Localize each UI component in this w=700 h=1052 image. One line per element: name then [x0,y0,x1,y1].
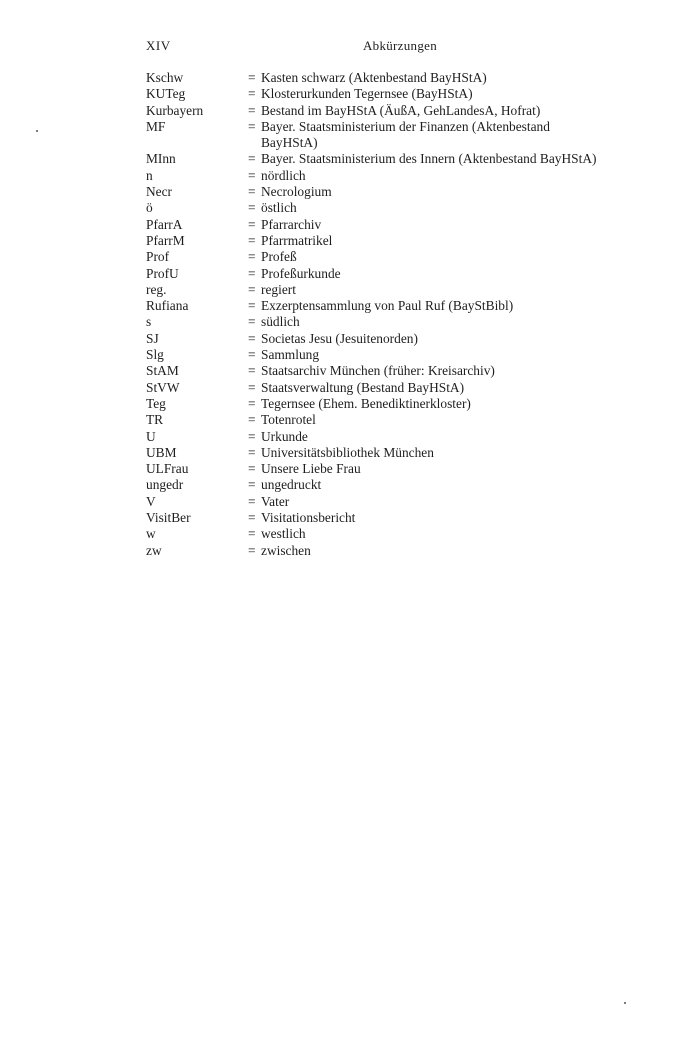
equals-sign: = [248,86,256,102]
abbreviation-term: Rufiana [146,298,189,314]
abbreviation-meaning: Vater [261,493,290,509]
equals-sign: = [248,395,256,411]
abbreviation-meaning: ungedruckt [261,477,322,493]
equals-sign: = [248,216,256,232]
equals-sign: = [248,412,256,428]
abbreviation-row [146,249,666,265]
equals-sign: = [248,477,256,493]
abbreviation-row [146,461,666,477]
abbreviation-row [146,526,666,542]
equals-sign: = [248,542,256,558]
abbreviation-term: ProfU [146,265,179,281]
abbreviation-row [146,282,666,298]
abbreviation-term: Teg [146,395,166,411]
abbreviation-term: ö [146,200,153,216]
equals-sign: = [248,151,256,167]
abbreviation-term: Kurbayern [146,102,204,118]
equals-sign: = [248,265,256,281]
abbreviation-term: Necr [146,184,173,200]
scan-speck [36,130,38,132]
abbreviation-meaning: Sammlung [261,347,320,363]
abbreviation-row [146,363,666,379]
abbreviation-meaning: Necrologium [261,184,332,200]
abbreviation-row [146,86,666,102]
abbreviation-row [146,477,666,493]
abbreviation-row [146,184,666,200]
abbreviation-row [146,445,666,461]
abbreviation-meaning: Pfarrarchiv [261,216,322,232]
equals-sign: = [248,281,256,297]
abbreviation-meaning: Profeß [261,249,297,265]
abbreviation-meaning: Profeßurkunde [261,265,341,281]
equals-sign: = [248,167,256,183]
equals-sign: = [248,330,256,346]
abbreviation-row [146,494,666,510]
abbreviation-meaning: Exzerptensammlung von Paul Ruf (BayStBibl) [261,298,514,314]
abbreviation-row [146,380,666,396]
abbreviation-term: PfarrM [146,232,185,248]
scan-speck [624,1002,626,1004]
abbreviation-row [146,396,666,412]
equals-sign: = [248,428,256,444]
abbreviation-row [146,347,666,363]
equals-sign: = [248,314,256,330]
abbreviation-row [146,429,666,445]
equals-sign: = [248,70,256,85]
abbreviation-meaning: regiert [261,281,296,297]
abbreviation-row [146,314,666,330]
equals-sign: = [248,379,256,395]
abbreviation-meaning: Bayer. Staatsministerium des Innern (Aktenbestand BayHStA) [261,151,597,167]
abbreviation-meaning: Societas Jesu (Jesuitenorden) [261,330,418,346]
abbreviation-term: StVW [146,379,180,395]
abbreviation-meaning: Unsere Liebe Frau [261,461,361,477]
abbreviation-term: Slg [146,347,164,363]
abbreviation-meaning: Bestand im BayHStA (ÄußA, GehLandesA, Hofrat) [261,102,541,118]
abbreviation-term: zw [146,542,162,558]
abbreviation-meaning: östlich [261,200,297,216]
abbreviation-row [146,331,666,347]
equals-sign: = [248,184,256,200]
abbreviation-row [146,233,666,249]
abbreviation-meaning: Bayer. Staatsministerium der Finanzen (Aktenbestand BayHStA) [261,118,550,151]
equals-sign: = [248,102,256,118]
equals-sign: = [248,118,256,134]
equals-sign: = [248,232,256,248]
abbreviation-term: s [146,314,152,330]
abbreviation-meaning: südlich [261,314,300,330]
abbreviation-term: ungedr [146,477,184,493]
abbreviation-term: MInn [146,151,176,167]
abbreviation-row [146,151,666,167]
abbreviation-row [146,168,666,184]
equals-sign: = [248,249,256,265]
abbreviation-term: SJ [146,330,159,346]
abbreviation-term: reg. [146,281,167,297]
abbreviation-term: n [146,167,153,183]
abbreviation-term: TR [146,412,164,428]
equals-sign: = [248,526,256,542]
abbreviation-term: StAM [146,363,179,379]
abbreviation-row [146,266,666,282]
abbreviation-row [146,119,666,152]
abbreviation-meaning: Urkunde [261,428,308,444]
abbreviation-meaning: Visitationsbericht [261,510,356,526]
abbreviation-term: UBM [146,444,177,460]
abbreviation-term: w [146,526,156,542]
abbreviation-meaning: Pfarrmatrikel [261,232,333,248]
equals-sign: = [248,347,256,363]
running-title: Abkürzungen [362,38,438,53]
abbreviation-meaning: Totenrotel [261,412,316,428]
equals-sign: = [248,510,256,526]
abbreviation-row [146,412,666,428]
abbreviation-term: ULFrau [146,461,189,477]
abbreviation-meaning: Staatsarchiv München (früher: Kreisarchiv) [261,363,495,379]
abbreviation-term: MF [146,118,166,134]
equals-sign: = [248,363,256,379]
abbreviation-term: V [146,493,156,509]
abbreviation-row [146,510,666,526]
abbreviation-term: Prof [146,249,170,265]
abbreviation-meaning: zwischen [261,542,311,558]
equals-sign: = [248,444,256,460]
abbreviation-row [146,543,666,559]
equals-sign: = [248,461,256,477]
abbreviation-term: VisitBer [146,510,191,526]
abbreviation-row [146,70,666,86]
abbreviation-row [146,103,666,119]
abbreviation-row [146,298,666,314]
abbreviation-row [146,200,666,216]
abbreviation-row [146,217,666,233]
abbreviation-meaning: Universitätsbibliothek München [261,444,434,460]
equals-sign: = [248,298,256,314]
abbreviation-meaning: Kasten schwarz (Aktenbestand BayHStA) [261,70,487,85]
abbreviation-meaning: westlich [261,526,306,542]
abbreviation-meaning: Klosterurkunden Tegernsee (BayHStA) [261,86,473,102]
abbreviation-term: Kschw [146,70,184,85]
equals-sign: = [248,200,256,216]
abbreviation-term: KUTeg [146,86,186,102]
abbreviation-meaning: nördlich [261,167,306,183]
abbreviation-meaning: Staatsverwaltung (Bestand BayHStA) [261,379,465,395]
page-number: XIV [146,38,171,53]
abbreviation-term: PfarrA [146,216,183,232]
abbreviation-term: U [146,428,156,444]
equals-sign: = [248,493,256,509]
abbreviation-meaning: Tegernsee (Ehem. Benediktinerkloster) [261,395,471,411]
abbreviation-list [146,70,666,559]
